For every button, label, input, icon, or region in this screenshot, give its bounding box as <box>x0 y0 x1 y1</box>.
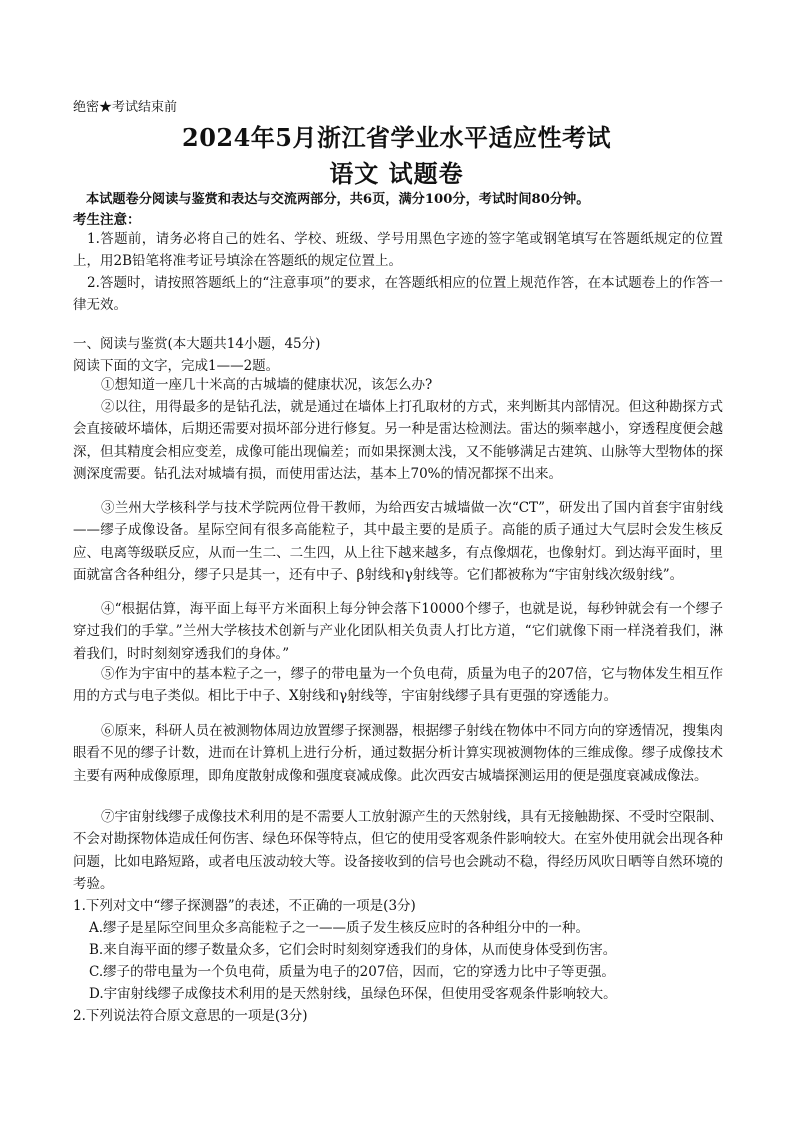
notice-item: 2.答题时，请按照答题纸上的“注意事项”的要求，在答题纸相应的位置上规范作答，在本试题卷上的作答一律无效。 <box>73 275 723 314</box>
notice-heading: 考生注意： <box>73 212 141 228</box>
passage-paragraph: ⑤作为宇宙中的基本粒子之一，缪子的带电量为一个负电荷，质量为电子的207倍，它与物体发生相互作用的方式与电子类似。相比于中子、X射线和γ射线等，宇宙射线缪子具有更强的穿透能力。 <box>73 666 723 705</box>
passage-paragraph: ④“根据估算，海平面上每平方米面积上每分钟会落下10000个缪子，也就是说，每秒钟就会有一个缪子穿过我们的手掌。”兰州大学核技术创新与产业化团队相关负责人打比方道，“它们就像下雨一样浇着我们，淋着我们，时时刻刻穿透我们的身体。” <box>73 601 723 662</box>
section-instruction: 阅读下面的文字，完成1——2题。 <box>73 358 280 374</box>
question-option: B.来自海平面的缪子数量众多，它们会时时刻刻穿透我们的身体，从而使身体受到伤害。 <box>89 942 617 958</box>
passage-paragraph: ③兰州大学核科学与技术学院两位骨干教师，为给西安古城墙做一次“CT”，研发出了国内首套宇宙射线——缪子成像设备。星际空间有很多高能粒子，其中最主要的是质子。高能的质子通过大气层时会发生核反应、电离等级联反应，从而一生二、二生四，从上往下越来越多，有点像烟花，也像射灯。到达海平面时，里面就富含各种组分，缪子只是其一，还有中子、β射线和γ射线等。它们都被称为“宇宙射线次级射线”。 <box>73 500 723 583</box>
exam-title: 2024年5月浙江省学业水平适应性考试 <box>182 123 611 152</box>
section-heading: 一、阅读与鉴赏(本大题共14小题，45分) <box>73 336 321 352</box>
question-option: D.宇宙射线缪子成像技术利用的是天然射线，虽绿色环保，但使用受客观条件影响较大。 <box>89 986 617 1002</box>
question-option: A.缪子是星际空间里众多高能粒子之一——质子发生核反应时的各种组分中的一种。 <box>89 920 590 936</box>
passage-paragraph: ②以往，用得最多的是钻孔法，就是通过在墙体上打孔取材的方式，来判断其内部情况。但这种勘探方式会直接破坏墙体，后期还需要对损坏部分进行修复。另一种是雷达检测法。雷达的频率越小，穿透程度便会越深，但其精度会相应变差，成像可能出现偏差；而如果探测太浅，又不能够满足古建筑、山脉等大型物体的探测深度需要。钻孔法对城墙有损，而使用雷达法，基本上70%的情况都探不出来。 <box>73 399 723 482</box>
exam-intro: 本试题卷分阅读与鉴赏和表达与交流两部分，共6页，满分100分，考试时间80分钟。 <box>86 192 590 207</box>
question-stem: 1.下列对文中“缪子探测器”的表述，不正确的一项是(3分) <box>73 898 416 914</box>
question-option: C.缪子的带电量为一个负电荷，质量为电子的207倍，因而，它的穿透力比中子等更强。 <box>89 964 615 980</box>
passage-paragraph: ⑦宇宙射线缪子成像技术利用的是不需要人工放射源产生的天然射线，具有无接触勘探、不受时空限制、不会对勘探物体造成任何伤害、绿色环保等特点，但它的使用受客观条件影响较大。在室外使用就会出现各种问题，比如电路短路，或者电压波动较大等。设备接收到的信号也会跳动不稳，得经历风吹日晒等自然环境的考验。 <box>73 809 723 892</box>
notice-item: 1.答题前，请务必将自己的姓名、学校、班级、学号用黑色字迹的签字笔或钢笔填写在答题纸规定的位置上，用2B铅笔将准考证号填涂在答题纸的规定位置上。 <box>73 231 723 270</box>
confidential-label: 绝密★考试结束前 <box>73 100 178 115</box>
question-stem: 2.下列说法符合原文意思的一项是(3分) <box>73 1008 308 1024</box>
passage-paragraph: ⑥原来，科研人员在被测物体周边放置缪子探测器，根据缪子射线在物体中不同方向的穿透情况，搜集肉眼看不见的缪子计数，进而在计算机上进行分析，通过数据分析计算实现被测物体的三维成像。缪子成像技术主要有两种成像原理，即角度散射成像和强度衰减成像。此次西安古城墙探测运用的便是强度衰减成像法。 <box>73 723 723 784</box>
exam-subtitle: 语文 试题卷 <box>329 159 464 188</box>
passage-paragraph: ①想知道一座几十米高的古城墙的健康状况，该怎么办? <box>101 377 433 393</box>
